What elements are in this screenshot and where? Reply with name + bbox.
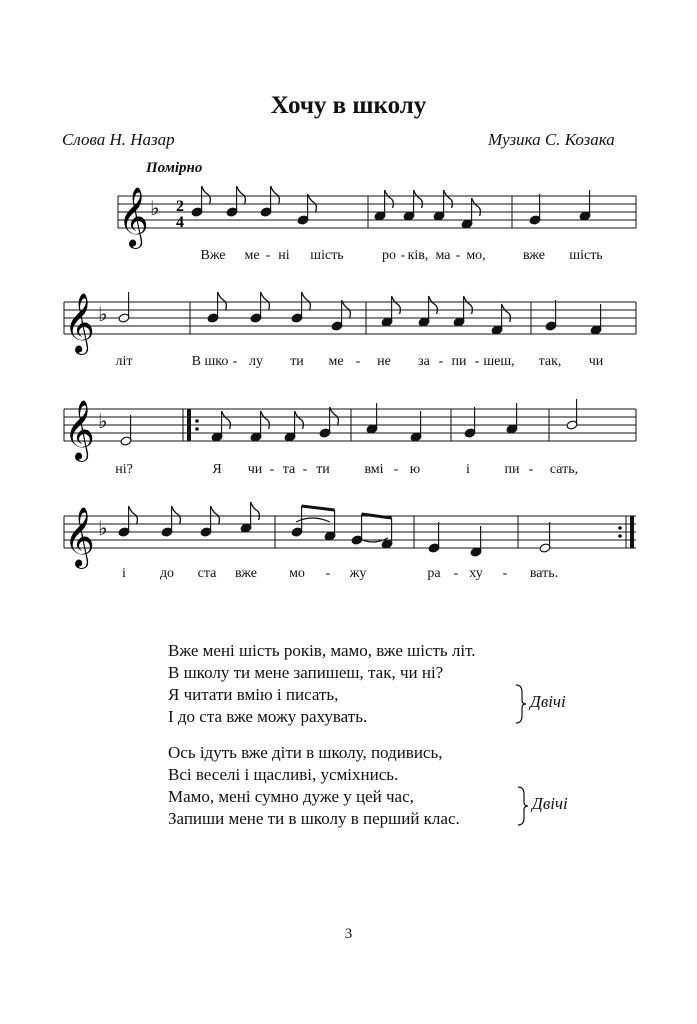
note-beam (362, 514, 392, 518)
lyric-syllable: і (122, 566, 126, 581)
note-flag (211, 506, 220, 524)
lyric-syllable: ні (278, 248, 290, 263)
lyric-syllable: пи (504, 462, 520, 477)
note-flag (342, 300, 351, 318)
lyric-syllable: вать. (529, 566, 559, 581)
repeat-note-twice: Двічі (530, 692, 566, 711)
treble-clef-icon: 𝄞 (64, 293, 95, 353)
verse-line: Запиши мене ти в школу в перший клас. (168, 809, 460, 828)
lyric-hyphen: - (393, 462, 399, 477)
lyric-syllable: ра (427, 566, 441, 581)
note-flag (385, 190, 394, 208)
flat-sign-icon: ♭ (98, 304, 108, 326)
lyric-hyphen: - (265, 248, 271, 263)
lyric-hyphen: - (502, 566, 508, 581)
note-flag (202, 186, 211, 204)
lyric-syllable: сать, (549, 462, 579, 477)
song-title: Хочу в школу (270, 92, 427, 119)
lyric-syllable: Я (212, 462, 222, 477)
flat-sign-icon: ♭ (98, 411, 108, 433)
note-flag (218, 292, 227, 310)
lyric-syllable: шеш, (483, 354, 515, 369)
lyric-hyphen: - (355, 354, 361, 369)
lyric-syllable: ху (469, 566, 483, 581)
lyric-syllable: мо (289, 566, 305, 581)
lyric-syllable: за (418, 354, 430, 369)
note-flag (261, 292, 270, 310)
note-flag (129, 506, 138, 524)
note-flag (308, 194, 317, 212)
lyric-syllable: чи (247, 462, 263, 477)
staff-system-4 (0, 500, 697, 590)
lyric-hyphen: - (232, 354, 238, 369)
note-flag (295, 411, 304, 429)
repeat-end-barline (630, 516, 634, 548)
lyric-syllable: вже (523, 248, 545, 263)
note-flag (172, 506, 181, 524)
note-flag (251, 502, 260, 520)
note-flag (472, 198, 481, 216)
lyric-hyphen: - (455, 248, 461, 263)
verse-line: І до ста вже можу рахувать. (168, 707, 368, 726)
lyric-syllable: не (377, 354, 391, 369)
verse-line: В школу ти мене запишеш, так, чи ні? (168, 663, 444, 682)
verse-line: Я читати вмію і писать, (168, 685, 339, 704)
lyric-syllable: пи (451, 354, 467, 369)
repeat-brace-icon (514, 684, 528, 724)
repeat-note-twice: Двічі (532, 794, 568, 813)
lyric-hyphen: - (269, 462, 275, 477)
treble-clef-icon: 𝄞 (64, 400, 95, 460)
page-number: 3 (344, 926, 353, 942)
time-signature-bottom: 4 (176, 214, 184, 231)
note-flag (302, 292, 311, 310)
note-flag (261, 411, 270, 429)
lyric-syllable: ма (435, 248, 451, 263)
verse-1 (168, 640, 476, 728)
lyric-syllable: ста (197, 566, 217, 581)
lyric-hyphen: - (474, 354, 480, 369)
lyric-hyphen: - (400, 248, 406, 263)
lyric-syllable: шість (310, 248, 344, 263)
verse-line: Мамо, мені сумно дуже у цей час, (168, 787, 414, 806)
lyric-syllable: ме (244, 248, 260, 263)
lyric-syllable: так, (538, 354, 562, 369)
tempo-marking: Помірно (146, 160, 203, 176)
verse-line: Всі веселі і щасливі, усміхнись. (168, 765, 399, 784)
lyricist-credit: Слова Н. Назар (62, 130, 175, 149)
repeat-start-barline (187, 409, 191, 441)
lyric-syllable: ро (382, 248, 396, 263)
verse-line: Ось ідуть вже діти в школу, подивись, (168, 743, 443, 762)
lyric-syllable: лу (249, 354, 263, 369)
treble-clef-icon: 𝄞 (64, 507, 95, 567)
treble-clef-icon: 𝄞 (118, 187, 149, 247)
note-flag (222, 411, 231, 429)
lyric-syllable: літ (115, 354, 133, 369)
lyric-syllable: ків, (407, 248, 429, 263)
flat-sign-icon: ♭ (150, 198, 160, 220)
lyric-syllable: ти (290, 354, 304, 369)
lyric-hyphen: - (302, 462, 308, 477)
note-flag (330, 407, 339, 425)
note-flag (444, 190, 453, 208)
note-flag (464, 296, 473, 314)
lyric-syllable: ю (409, 462, 421, 477)
note-flag (392, 296, 401, 314)
note-flag (502, 304, 511, 322)
lyric-hyphen: - (453, 566, 459, 581)
lyric-syllable: ні? (115, 462, 133, 477)
lyric-syllable: і (466, 462, 470, 477)
flat-sign-icon: ♭ (98, 518, 108, 540)
composer-credit: Музика С. Козака (488, 130, 615, 149)
lyric-syllable: до (159, 566, 175, 581)
lyric-syllable: шість (569, 248, 603, 263)
lyric-hyphen: - (438, 354, 444, 369)
note-flag (271, 186, 280, 204)
lyric-syllable: Вже (200, 248, 226, 263)
lyric-syllable: ме (328, 354, 344, 369)
note-flag (237, 186, 246, 204)
lyric-syllable: та (282, 462, 296, 477)
lyric-syllable: вмі (364, 462, 384, 477)
lyric-syllable: ти (316, 462, 330, 477)
lyric-syllable: жу (349, 566, 367, 581)
lyric-syllable: чи (588, 354, 604, 369)
note-beam (302, 506, 335, 510)
lyric-syllable: вже (235, 566, 257, 581)
lyric-hyphen: - (528, 462, 534, 477)
repeat-brace-icon (516, 786, 530, 826)
lyric-syllable: В шко (191, 354, 229, 369)
note-flag (414, 190, 423, 208)
time-signature-top: 2 (176, 198, 184, 215)
verse-2 (168, 742, 460, 830)
note-flag (429, 296, 438, 314)
lyric-syllable: мо, (466, 248, 486, 263)
lyric-hyphen: - (325, 566, 331, 581)
verse-line: Вже мені шість років, мамо, вже шість літ. (168, 641, 476, 660)
staff-system-3 (0, 393, 697, 483)
